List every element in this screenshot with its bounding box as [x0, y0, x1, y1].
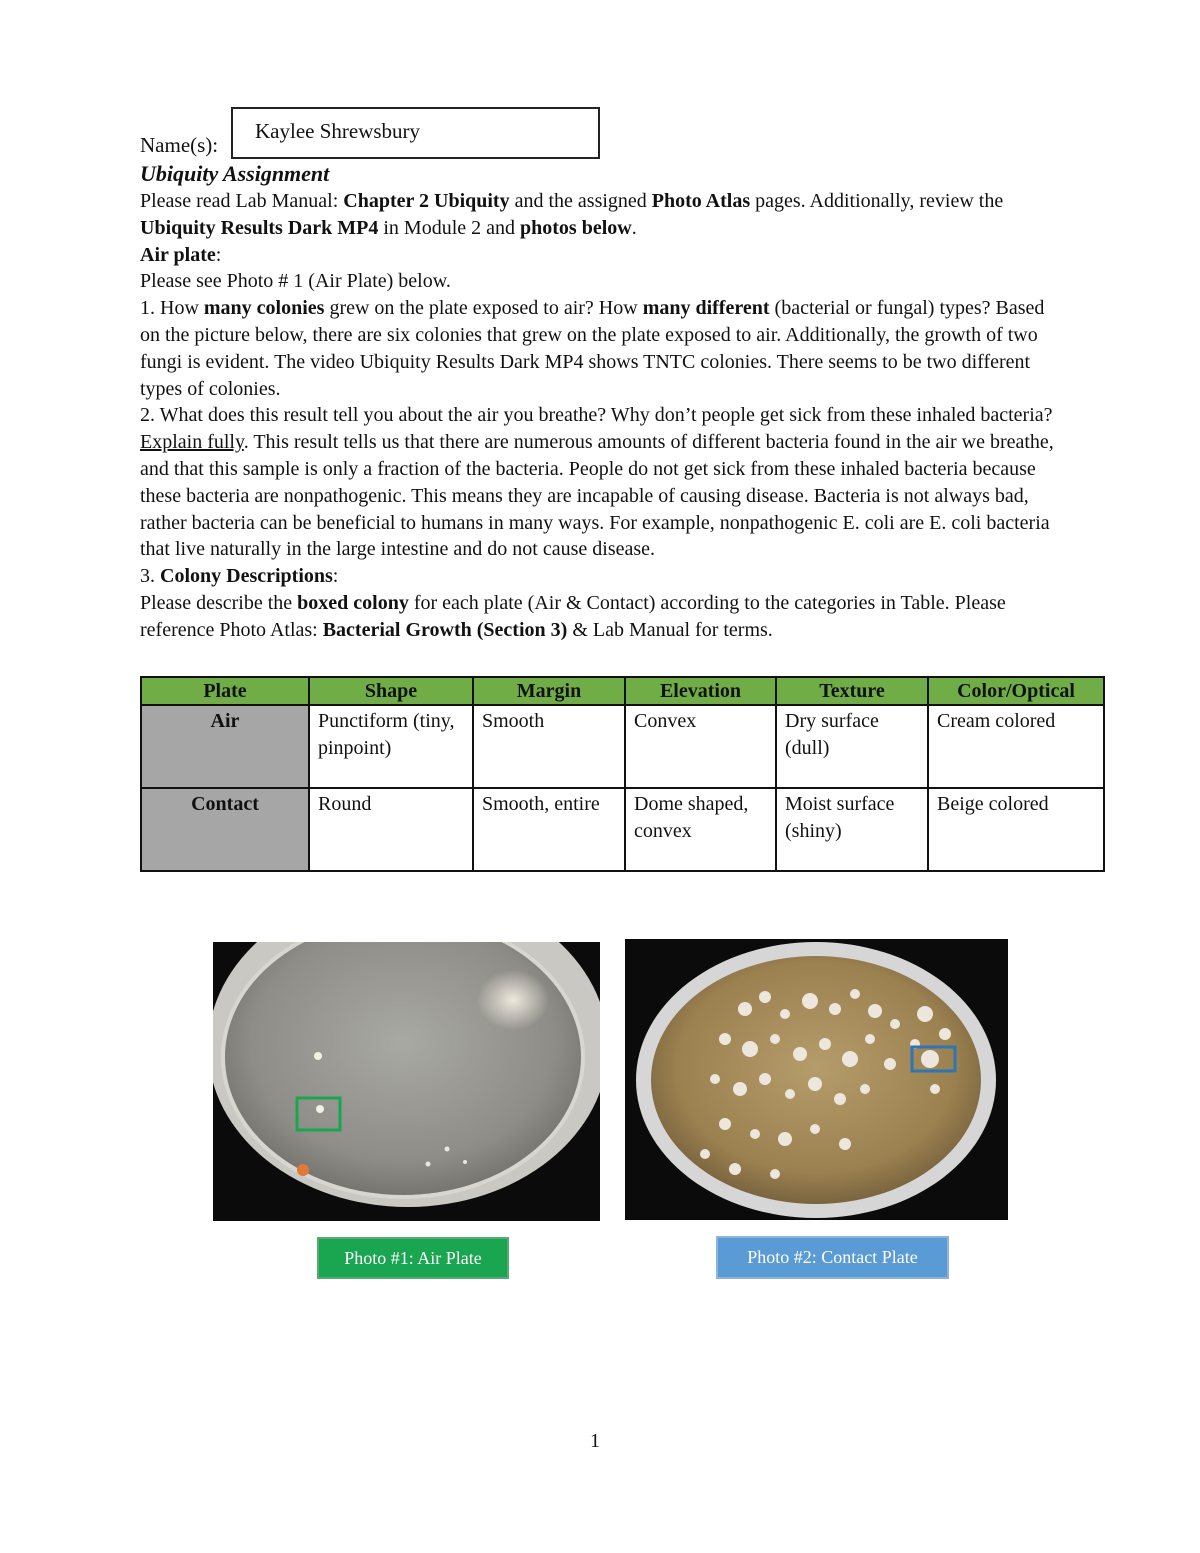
table-cell: Dry surface (dull) — [776, 705, 928, 788]
name-value: Kaylee Shrewsbury — [255, 119, 421, 143]
table-header: Plate — [141, 677, 309, 705]
air-plate-heading: Air plate: — [140, 243, 222, 266]
see-photo-text: Please see Photo # 1 (Air Plate) below. — [140, 270, 451, 293]
table-cell: Dome shaped, convex — [625, 788, 776, 871]
assignment-body — [140, 160, 1060, 644]
table-cell: Punctiform (tiny, pinpoint) — [309, 705, 473, 788]
table-header: Shape — [309, 677, 473, 705]
question-2: 2. What does this result tell you about the air you breathe? Why don’t people get sick from these inhaled bacteria? Explain fully. This result tells us that there are numerous amounts of different bacteria found in the air we breathe, and that this sample is only a fraction of the bacteria. People do not get sick from these inhaled bacteria because these bacteria are nonpathogenic. This means they are incapable of causing disease. Bacteria is not always bad, rather bacteria can be beneficial to humans in many ways. For example, nonpathogenic E. coli are E. coli bacteria that live naturally in the large intestine and do not cause disease. — [140, 404, 1054, 561]
colony-description-table — [140, 676, 1105, 872]
question-3: 3. Colony Descriptions: — [140, 565, 339, 588]
table-cell: Beige colored — [928, 788, 1104, 871]
question-3-description: Please describe the boxed colony for each plate (Air & Contact) according to the categories in Table. Please reference Photo Atlas: Bacterial Growth (Section 3) & Lab Manual for terms. — [140, 591, 1006, 641]
table-cell: Round — [309, 788, 473, 871]
air-plate-image — [213, 942, 600, 1221]
table-cell: Air — [141, 705, 309, 788]
table-cell: Contact — [141, 788, 309, 871]
table-row — [141, 705, 1104, 788]
air-plate-photo — [213, 942, 600, 1221]
assignment-title: Ubiquity Assignment — [140, 161, 330, 186]
question-1: 1. How many colonies grew on the plate exposed to air? How many different (bacterial or fungal) types? Based on the picture below, there are six colonies that grew on the plate exposed to air. Additionally, the growth of two fungi is evident. The video Ubiquity Results Dark MP4 shows TNTC colonies. There seems to be two different types of colonies. — [140, 297, 1045, 400]
table-row — [141, 788, 1104, 871]
table-cell: Moist surface (shiny) — [776, 788, 928, 871]
table-cell: Smooth — [473, 705, 625, 788]
photo-2-caption: Photo #2: Contact Plate — [716, 1236, 949, 1279]
contact-plate-photo — [625, 939, 1008, 1220]
table-header: Elevation — [625, 677, 776, 705]
name-label: Name(s): — [140, 133, 219, 157]
table-header: Margin — [473, 677, 625, 705]
table-cell: Smooth, entire — [473, 788, 625, 871]
table-header-row — [141, 677, 1104, 705]
page-number: 1 — [590, 1430, 600, 1452]
table-cell: Convex — [625, 705, 776, 788]
contact-plate-image — [625, 939, 1008, 1220]
name-field[interactable] — [231, 107, 600, 159]
table-header: Texture — [776, 677, 928, 705]
photo-1-caption: Photo #1: Air Plate — [317, 1237, 509, 1279]
table-cell: Cream colored — [928, 705, 1104, 788]
table-header: Color/Optical — [928, 677, 1104, 705]
intro-paragraph: Please read Lab Manual: Chapter 2 Ubiquity and the assigned Photo Atlas pages. Additionally, review the Ubiquity Results Dark MP4 in Module 2 and photos below. — [140, 190, 1004, 239]
